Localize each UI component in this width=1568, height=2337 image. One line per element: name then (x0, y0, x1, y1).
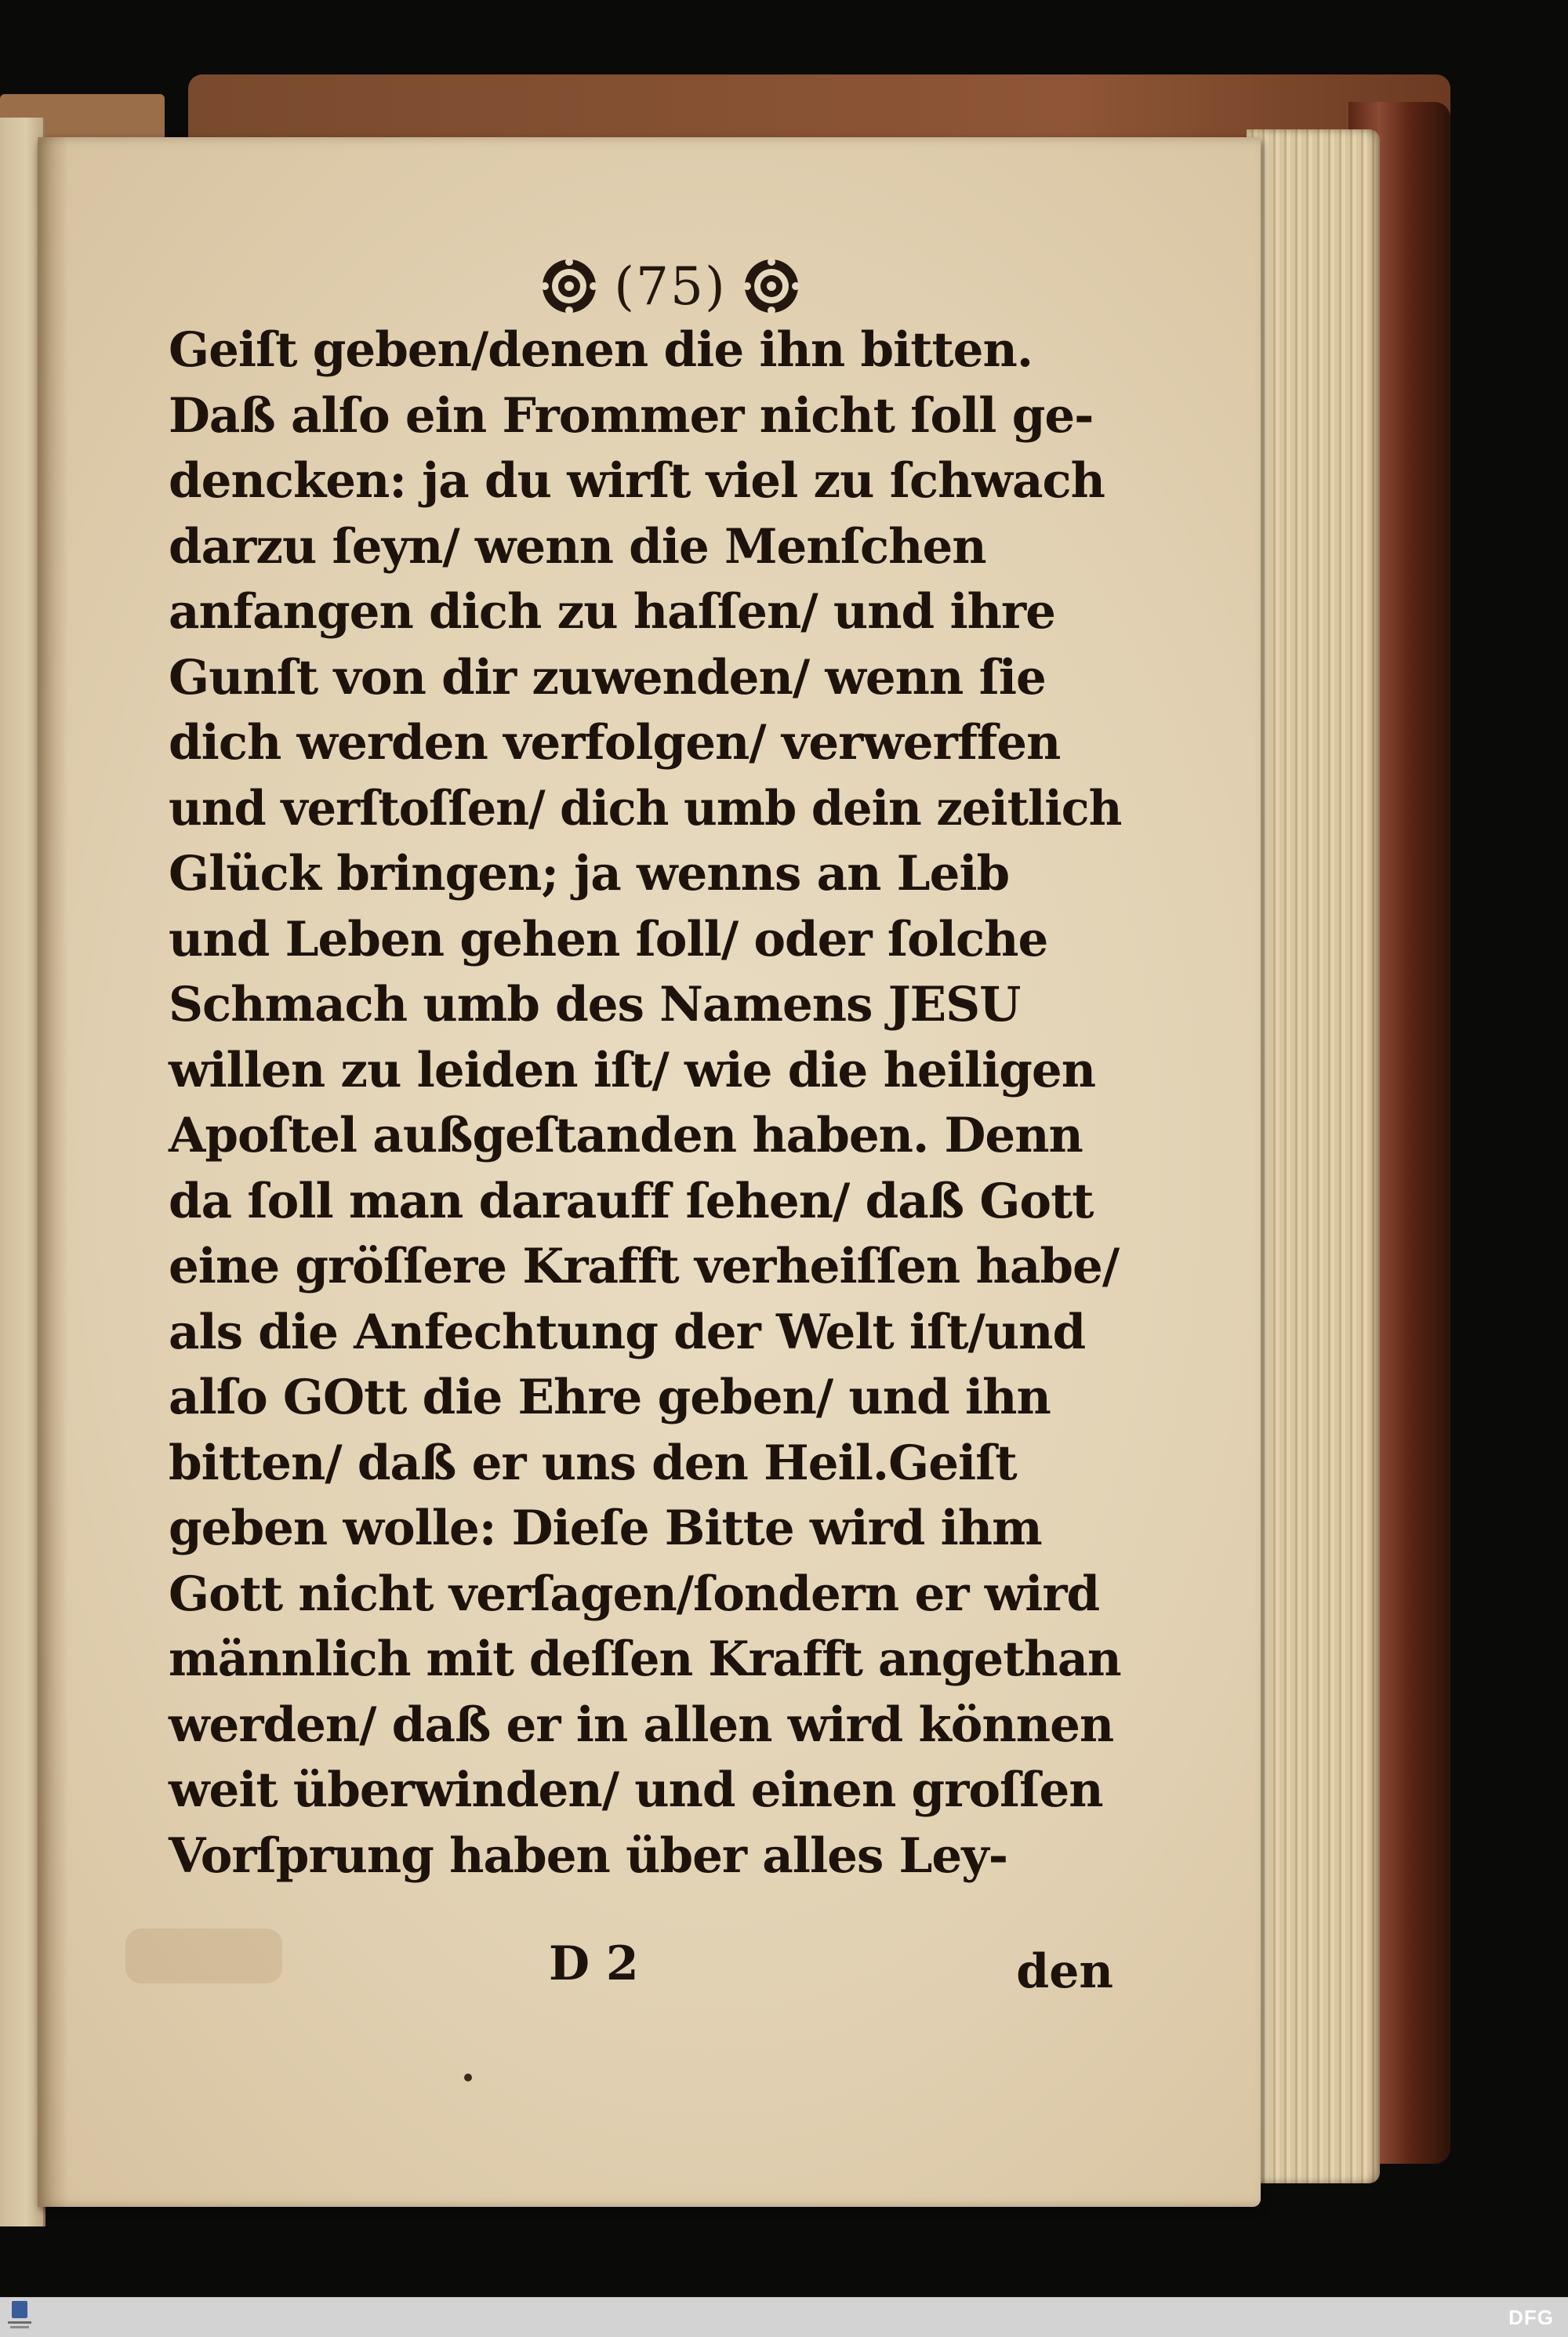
text-line: Gunſt von dir zuwenden/ wenn ſie (169, 649, 1046, 706)
page-number: (75) (614, 256, 727, 317)
text-line: und verſtoſſen/ dich umb dein zeitlich (169, 780, 1122, 836)
page-footer (549, 1936, 1113, 1999)
text-line: anfangen dich zu haſſen/ und ihre (169, 584, 1055, 640)
text-line: werden/ daß er in allen wird können (169, 1697, 1114, 1753)
gutter-shadow (38, 137, 69, 2207)
text-line: Geiſt geben/denen die ihn bitten. (169, 322, 1033, 378)
text-line: weit überwinden/ und einen groſſen (169, 1762, 1103, 1818)
body-text (169, 318, 1121, 1889)
text-line: willen zu leiden iſt/ wie die heiligen (169, 1042, 1096, 1098)
text-line: Daß alſo ein Frommer nicht ſoll ge- (169, 387, 1094, 444)
text-line: Apoſtel außgeſtanden haben. Denn (169, 1108, 1083, 1163)
text-line: darzu ſeyn/ wenn die Menſchen (169, 518, 986, 575)
text-line: dencken: ja du wirſt viel zu ſchwach (169, 453, 1105, 509)
viewer-footer-bar (0, 2297, 1568, 2337)
text-line: Vorſprung haben über alles Ley- (169, 1827, 1008, 1884)
catchword: den (1016, 1944, 1113, 1999)
text-line: da ſoll man darauff ſehen/ daß Gott (169, 1173, 1094, 1229)
text-line: geben wolle: Dieſe Bitte wird ihm (169, 1501, 1042, 1556)
text-line: alſo GOtt die Ehre geben/ und ihn (169, 1370, 1051, 1425)
dfg-logo[interactable]: DFG (1508, 2306, 1554, 2329)
page-header (486, 243, 855, 329)
library-logo-icon[interactable] (8, 2301, 31, 2332)
signature-mark: D 2 (549, 1936, 639, 1991)
fleuron-ornament-icon (539, 256, 600, 317)
text-line: Glück bringen; ja wenns an Leib (169, 846, 1010, 902)
text-line: bitten/ daß er uns den Heil.Geiſt (169, 1435, 1017, 1491)
text-line: männlich mit deſſen Krafft angethan (169, 1631, 1121, 1687)
text-line: Gott nicht verſagen/ſondern er wird (169, 1566, 1100, 1622)
text-line: Schmach umb des Namens JESU (169, 977, 1021, 1032)
text-line: und Leben gehen ſoll/ oder ſolche (169, 911, 1048, 967)
ink-bleed-mark (125, 1929, 282, 1983)
text-line: dich werden verfolgen/ verwerffen (169, 715, 1061, 771)
text-line: als die Anfechtung der Welt iſt/und (169, 1304, 1086, 1360)
text-line: eine gröſſere Krafft verheiſſen habe/ (169, 1239, 1120, 1294)
ink-speck (464, 2074, 472, 2081)
fleuron-ornament-icon (741, 256, 802, 317)
page-stack (1247, 129, 1380, 2183)
